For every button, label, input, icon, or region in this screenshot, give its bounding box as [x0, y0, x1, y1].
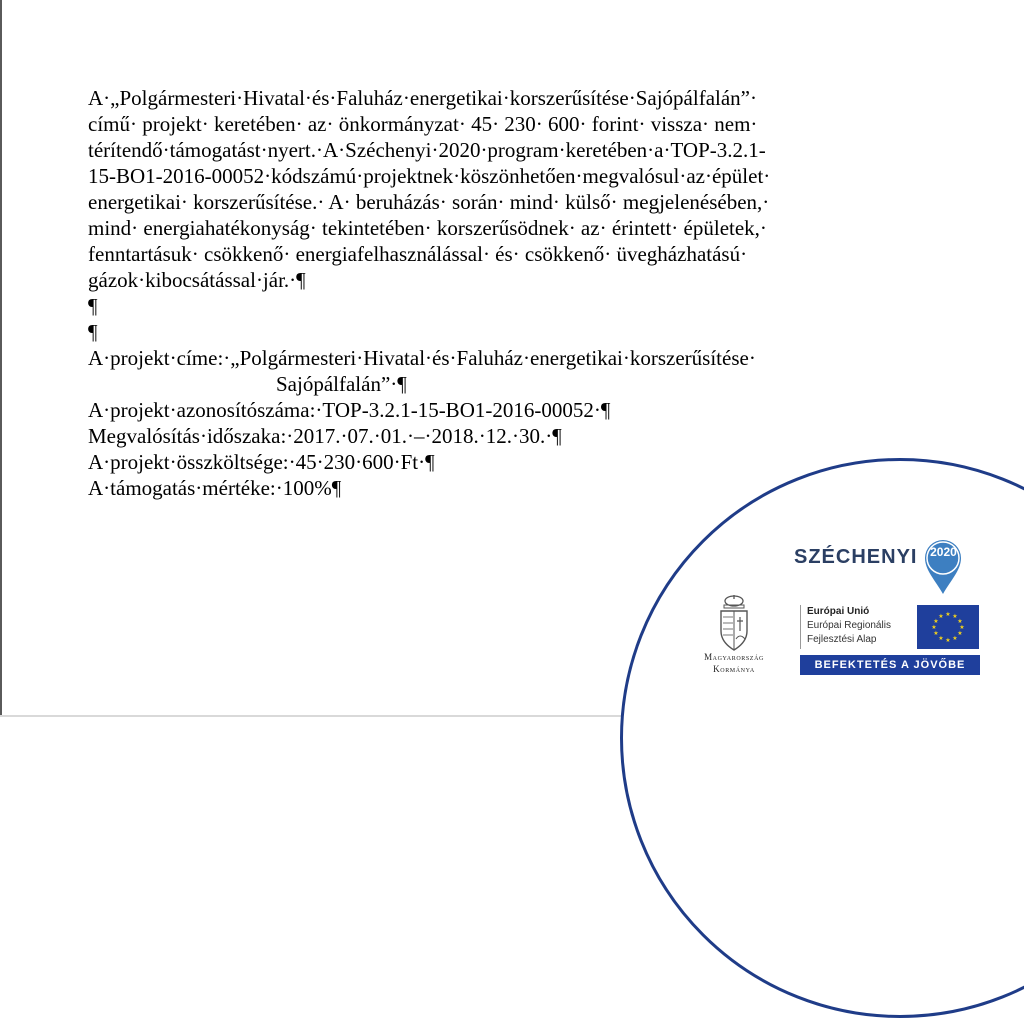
document-body — [88, 85, 944, 501]
svg-text:★: ★ — [952, 613, 958, 620]
eu-fund-text — [800, 605, 913, 649]
svg-text:★: ★ — [945, 611, 951, 618]
paragraph-line: térítendő·támogatást·nyert.·A·Széchenyi·2020·program·keretében·a·TOP-3.2.1- — [88, 138, 766, 162]
szechenyi-logo — [794, 518, 965, 596]
project-title-continuation: Sajópálfalán”·¶ — [276, 372, 407, 396]
government-name-line-2: Kormánya — [713, 664, 755, 674]
svg-text:★: ★ — [938, 635, 944, 642]
svg-text:★: ★ — [957, 630, 963, 637]
eu-fund-label-1: Európai Regionális — [807, 620, 891, 631]
svg-text:★: ★ — [933, 630, 939, 637]
government-name-line-1: Magyarország — [704, 652, 764, 662]
paragraph-line: mind· energiahatékonyság· tekintetében· korszerűsödnek· az· érintett· épületek,· — [88, 216, 767, 240]
svg-text:★: ★ — [952, 635, 958, 642]
szechenyi-year: 2020 — [930, 545, 957, 559]
paragraph-line: 15-BO1-2016-00052·kódszámú·projektnek·köszönhetően·megvalósul·az·épület· — [88, 164, 771, 188]
empty-paragraph-mark: ¶ — [88, 294, 98, 318]
svg-text:★: ★ — [933, 618, 939, 625]
intro-paragraph — [88, 85, 944, 293]
paragraph-line: energetikai· korszerűsítése.· A· beruházás· során· mind· külső· megjelenésében,· — [88, 190, 770, 214]
paragraph-line: című· projekt· keretében· az· önkormányzat· 45· 230· 600· forint· vissza· nem· — [88, 112, 758, 136]
paragraph-line: A·„Polgármesteri·Hivatal·és·Faluház·energetikai·korszerűsítése·Sajópálfalán”· — [88, 86, 757, 110]
szechenyi-text: SZÉCHENYI — [794, 545, 918, 568]
project-id-line: A·projekt·azonosítószáma:·TOP-3.2.1-15-BO1-2016-00052·¶ — [88, 398, 611, 422]
project-cost-line: A·projekt·összköltsége:·45·230·600·Ft·¶ — [88, 450, 435, 474]
page-left-edge — [0, 0, 2, 717]
empty-paragraph-mark: ¶ — [88, 320, 98, 344]
eu-banner: BEFEKTETÉS A JÖVŐBE — [800, 655, 980, 675]
paragraph-line: fenntartásuk· csökkenő· energiafelhasználással· és· csökkenő· üvegházhatású· — [88, 242, 748, 266]
paragraph-line: gázok·kibocsátással·jár.·¶ — [88, 268, 306, 292]
svg-text:★: ★ — [945, 637, 951, 644]
coat-of-arms-icon — [717, 595, 751, 651]
eu-logo — [800, 605, 980, 675]
svg-text:★: ★ — [938, 613, 944, 620]
project-title-line: A·projekt·címe:·„Polgármesteri·Hivatal·és·Faluház·energetikai·korszerűsítése· — [88, 346, 756, 370]
project-period-line: Megvalósítás·időszaka:·2017.·07.·01.·–·2018.·12.·30.·¶ — [88, 424, 562, 448]
location-pin-icon — [921, 536, 965, 596]
government-name — [700, 651, 768, 675]
eu-fund-label-2: Fejlesztési Alap — [807, 634, 877, 645]
support-rate-line: A·támogatás·mértéke:·100%¶ — [88, 476, 342, 500]
eu-flag-icon — [917, 605, 979, 649]
government-logo — [700, 595, 768, 675]
svg-text:★: ★ — [957, 618, 963, 625]
svg-text:★: ★ — [959, 624, 965, 631]
eu-union-label: Európai Unió — [807, 606, 870, 617]
svg-text:★: ★ — [931, 624, 937, 631]
